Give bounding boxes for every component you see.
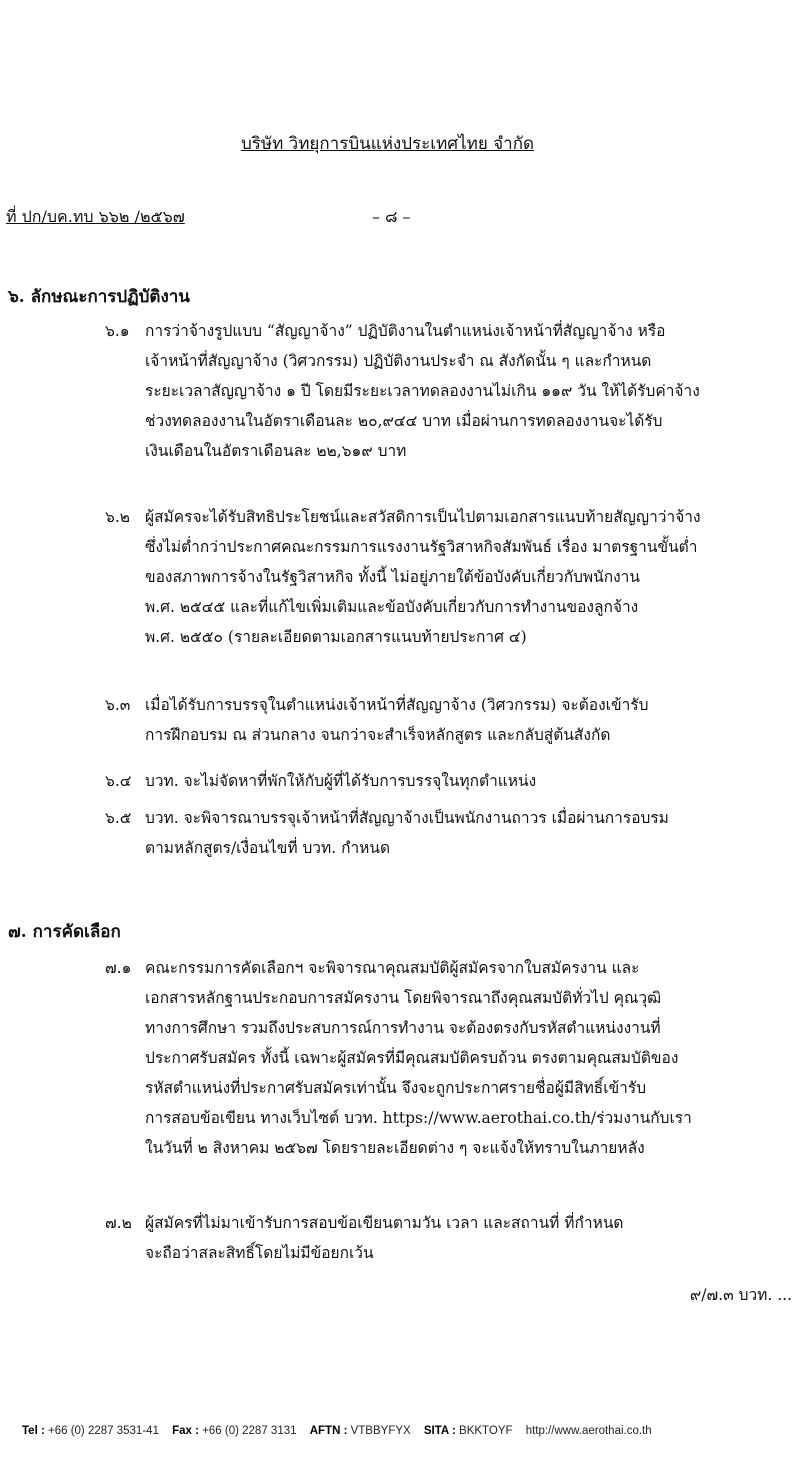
item-line: ทางการศึกษา รวมถึงประสบการณ์การทำงาน จะต้องตรงกับรหัสตำแหน่งงานที่ bbox=[145, 1019, 661, 1037]
item-line: เจ้าหน้าที่สัญญาจ้าง (วิศวกรรม) ปฏิบัติงานประจำ ณ สังกัดนั้น ๆ และกำหนด bbox=[145, 352, 652, 370]
item-7-2 bbox=[105, 1208, 800, 1268]
item-line: บวท. จะไม่จัดหาที่พักให้กับผู้ที่ได้รับการบรรจุในทุกตำแหน่ง bbox=[145, 772, 537, 790]
reference-number: ที่ ปก/บค.ทบ ๖๖๒ /๒๕๖๗ bbox=[6, 207, 185, 226]
contact-footer bbox=[22, 1425, 788, 1437]
item-line: พ.ศ. ๒๕๕๐ (รายละเอียดตามเอกสารแนบท้ายประกาศ ๔) bbox=[145, 628, 527, 646]
item-6-1 bbox=[105, 316, 800, 466]
fax-value: +66 (0) 2287 3131 bbox=[202, 1425, 297, 1437]
item-6-4 bbox=[105, 766, 800, 796]
item-number: ๖.๑ bbox=[105, 322, 130, 340]
item-number: ๖.๕ bbox=[105, 809, 132, 827]
page-number: – ๘ – bbox=[372, 207, 411, 226]
company-name: บริษัท วิทยุการบินแห่งประเทศไทย จำกัด bbox=[240, 134, 535, 154]
item-line: รหัสตำแหน่งที่ประกาศรับสมัครเท่านั้น จึงจะถูกประกาศรายชื่อผู้มีสิทธิ์เข้ารับ bbox=[145, 1079, 647, 1097]
tel-label: Tel : bbox=[22, 1425, 45, 1437]
item-number: ๖.๔ bbox=[105, 772, 132, 790]
item-line: พ.ศ. ๒๕๔๕ และที่แก้ไขเพิ่มเติมและข้อบังคับเกี่ยวกับการทำงานของลูกจ้าง bbox=[145, 598, 639, 616]
item-line: ในวันที่ ๒ สิงหาคม ๒๕๖๗ โดยรายละเอียดต่าง ๆ จะแจ้งให้ทราบในภายหลัง bbox=[145, 1139, 645, 1157]
item-line: ซึ่งไม่ต่ำกว่าประกาศคณะกรรมการแรงงานรัฐวิสาหกิจสัมพันธ์ เรื่อง มาตรฐานขั้นต่ำ bbox=[145, 538, 698, 556]
item-6-2 bbox=[105, 502, 800, 652]
sita-label: SITA : bbox=[423, 1425, 456, 1437]
item-line: ผู้สมัครที่ไม่มาเข้ารับการสอบข้อเขียนตามวัน เวลา และสถานที่ ที่กำหนด bbox=[145, 1214, 624, 1232]
item-line: ช่วงทดลองงานในอัตราเดือนละ ๒๐,๙๔๔ บาท เมื่อผ่านการทดลองงานจะได้รับ bbox=[145, 412, 663, 430]
item-line: จะถือว่าสละสิทธิ์โดยไม่มีข้อยกเว้น bbox=[145, 1244, 374, 1262]
item-line: เอกสารหลักฐานประกอบการสมัครงาน โดยพิจารณาถึงคุณสมบัติทั่วไป คุณวุฒิ bbox=[145, 989, 662, 1007]
aftn-value: VTBBYFYX bbox=[350, 1425, 411, 1437]
item-number: ๗.๒ bbox=[105, 1214, 132, 1232]
sita-value: BKKTOYF bbox=[459, 1425, 513, 1437]
fax-label: Fax : bbox=[172, 1425, 199, 1437]
section-7-title: ๗. การคัดเลือก bbox=[8, 922, 121, 942]
item-6-5 bbox=[105, 803, 800, 863]
item-number: ๖.๒ bbox=[105, 508, 130, 526]
item-line: เมื่อได้รับการบรรจุในตำแหน่งเจ้าหน้าที่สัญญาจ้าง (วิศวกรรม) จะต้องเข้ารับ bbox=[145, 696, 649, 714]
item-line: การว่าจ้างรูปแบบ “สัญญาจ้าง” ปฏิบัติงานในตำแหน่งเจ้าหน้าที่สัญญาจ้าง หรือ bbox=[145, 322, 666, 340]
item-line: การฝึกอบรม ณ ส่วนกลาง จนกว่าจะสำเร็จหลักสูตร และกลับสู่ต้นสังกัด bbox=[145, 726, 611, 744]
section-6-title: ๖. ลักษณะการปฏิบัติงาน bbox=[8, 287, 190, 307]
item-number: ๗.๑ bbox=[105, 959, 132, 977]
tel-value: +66 (0) 2287 3531-41 bbox=[48, 1425, 159, 1437]
item-6-3 bbox=[105, 690, 800, 750]
item-line: ของสภาพการจ้างในรัฐวิสาหกิจ ทั้งนี้ ไม่อยู่ภายใต้ข้อบังคับเกี่ยวกับพนักงาน bbox=[145, 568, 640, 586]
item-line: บวท. จะพิจารณาบรรจุเจ้าหน้าที่สัญญาจ้างเป็นพนักงานถาวร เมื่อผ่านการอบรม bbox=[145, 809, 669, 827]
website-link[interactable]: http://www.aerothai.co.th bbox=[525, 1425, 652, 1437]
item-line: ประกาศรับสมัคร ทั้งนี้ เฉพาะผู้สมัครที่มีคุณสมบัติครบถ้วน ตรงตามคุณสมบัติของ bbox=[145, 1049, 679, 1067]
item-7-1 bbox=[105, 953, 800, 1163]
continuation-note: ๙/๗.๓ บวท. ... bbox=[689, 1286, 792, 1304]
item-line: เงินเดือนในอัตราเดือนละ ๒๒,๖๑๙ บาท bbox=[145, 442, 407, 460]
aftn-label: AFTN : bbox=[309, 1425, 348, 1437]
item-line: คณะกรรมการคัดเลือกฯ จะพิจารณาคุณสมบัติผู้สมัครจากใบสมัครงาน และ bbox=[145, 959, 640, 977]
item-number: ๖.๓ bbox=[105, 696, 131, 714]
item-line: ระยะเวลาสัญญาจ้าง ๑ ปี โดยมีระยะเวลาทดลองงานไม่เกิน ๑๑๙ วัน ให้ได้รับค่าจ้าง bbox=[145, 382, 700, 400]
item-line: ตามหลักสูตร/เงื่อนไขที่ บวท. กำหนด bbox=[145, 839, 391, 857]
item-line: ผู้สมัครจะได้รับสิทธิประโยชน์และสวัสดิการเป็นไปตามเอกสารแนบท้ายสัญญาว่าจ้าง bbox=[145, 508, 701, 526]
item-line: การสอบข้อเขียน ทางเว็บไซต์ บวท. https://www.aerothai.co.th/ร่วมงานกับเรา bbox=[145, 1109, 692, 1127]
